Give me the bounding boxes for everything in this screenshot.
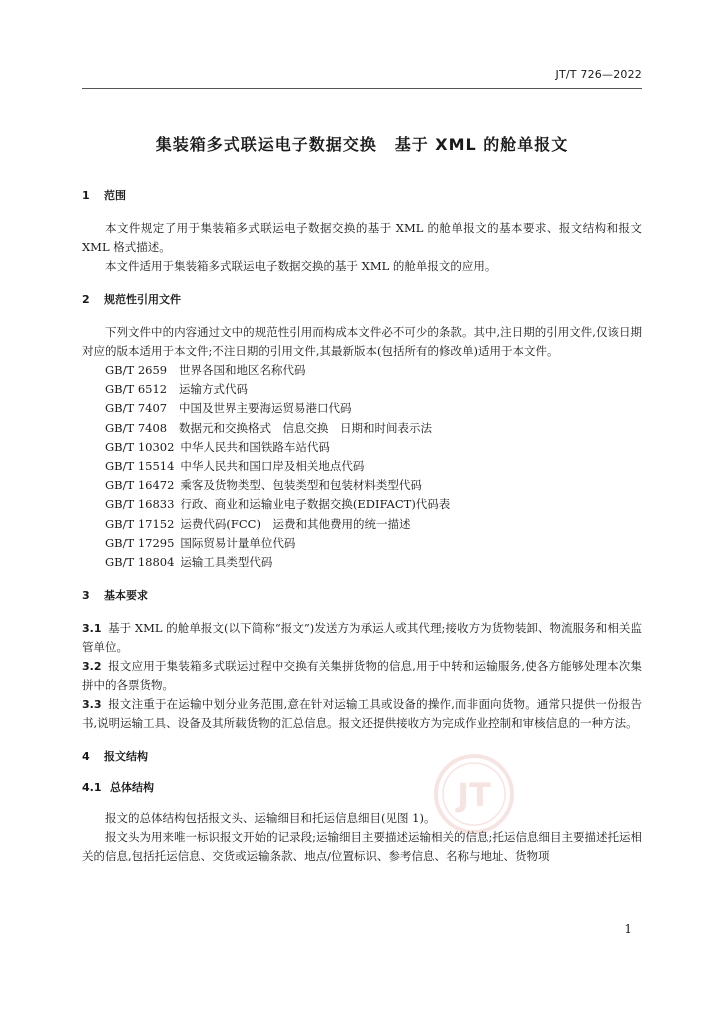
reference-code: GB/T 16833 <box>105 497 175 512</box>
reference-title: 运输方式代码 <box>179 382 248 397</box>
reference-code: GB/T 6512 <box>105 382 168 397</box>
reference-code: GB/T 2659 <box>105 363 168 377</box>
subsection-title: 总体结构 <box>110 781 154 795</box>
reference-title: 国际贸易计量单位代码 <box>180 535 296 550</box>
jt-watermark-logo <box>432 752 516 836</box>
reference-code: GB/T 17152 <box>105 516 175 531</box>
clause-number: 3.2 <box>82 660 102 674</box>
reference-item <box>105 438 642 457</box>
clause-text: 基于 XML 的舱单报文(以下简称“报文”)发送方为承运人或其代理;接收方为货物装卸、物流服务和相关监管单位。 <box>82 621 642 655</box>
reference-item <box>105 476 642 495</box>
section-1-paragraph-1: 本文件规定了用于集装箱多式联运电子数据交换的基于 XML 的舱单报文的基本要求、报文结构和报文 XML 格式描述。 <box>82 221 642 254</box>
clause-3-1 <box>82 619 642 657</box>
reference-title: 中华人民共和国口岸及相关地点代码 <box>180 459 365 474</box>
clause-3-3 <box>82 695 642 733</box>
section-title: 规范性引用文件 <box>104 293 181 306</box>
reference-item <box>105 457 642 476</box>
section-4-1-heading <box>82 778 642 797</box>
section-4-heading <box>82 747 642 766</box>
reference-code: GB/T 16472 <box>105 478 175 493</box>
section-title: 报文结构 <box>104 750 148 764</box>
page-number: 1 <box>624 922 632 936</box>
reference-title: 世界各国和地区名称代码 <box>179 363 306 377</box>
header-rule <box>82 88 642 89</box>
subsection-number: 4.1 <box>82 781 102 795</box>
section-number: 4 <box>82 750 90 764</box>
section-number: 1 <box>82 189 90 202</box>
reference-title: 运费代码(FCC) 运费和其他费用的统一描述 <box>180 516 411 531</box>
section-number: 3 <box>82 589 90 603</box>
reference-title: 数据元和交换格式 信息交换 日期和时间表示法 <box>179 420 432 435</box>
reference-item <box>105 534 642 553</box>
section-title: 范围 <box>104 189 126 202</box>
reference-code: GB/T 15514 <box>105 459 175 474</box>
clause-3-2 <box>82 657 642 695</box>
section-1-heading <box>82 186 642 205</box>
reference-code: GB/T 18804 <box>105 555 175 570</box>
section-title: 基本要求 <box>104 589 148 603</box>
reference-code: GB/T 10302 <box>105 439 175 454</box>
reference-item <box>105 380 642 399</box>
section-4-paragraph-1: 报文的总体结构包括报文头、运输细目和托运信息细目(见图 1)。 <box>105 811 436 826</box>
title-part-1: 集装箱多式联运电子数据交换 <box>155 135 377 154</box>
standard-code: JT/T 726—2022 <box>555 68 642 81</box>
reference-title: 中华人民共和国铁路车站代码 <box>180 439 330 454</box>
reference-item <box>105 361 642 380</box>
reference-code: GB/T 7408 <box>105 420 168 435</box>
section-number: 2 <box>82 293 90 306</box>
section-4-paragraph-2: 报文头为用来唯一标识报文开始的记录段;运输细目主要描述运输相关的信息;托运信息细目主要描述托运相关的信息,包括托运信息、交货或运输条款、地点/位置标识、参考信息、名称与地址、货物项 <box>82 830 642 864</box>
document-body <box>82 186 642 866</box>
svg-text:JT: JT <box>457 776 491 814</box>
section-1-paragraph-2: 本文件适用于集装箱多式联运电子数据交换的基于 XML 的舱单报文的应用。 <box>105 259 497 273</box>
reference-item <box>105 495 642 514</box>
section-2-heading <box>82 290 642 309</box>
clause-number: 3.3 <box>82 698 102 712</box>
section-3-heading <box>82 586 642 605</box>
reference-item <box>105 399 642 418</box>
clause-number: 3.1 <box>82 622 102 636</box>
clause-text: 报文应用于集装箱多式联运过程中交换有关集拼货物的信息,用于中转和运输服务,使各方能够处理本次集拼中的各票货物。 <box>82 659 642 693</box>
section-2-paragraph-1: 下列文件中的内容通过文中的规范性引用而构成本文件必不可少的条款。其中,注日期的引用文件,仅该日期对应的版本适用于本文件;不注日期的引用文件,其最新版本(包括所有的修改单)适用于本文件。 <box>82 325 642 358</box>
reference-title: 行政、商业和运输业电子数据交换(EDIFACT)代码表 <box>180 497 451 512</box>
reference-item <box>105 419 642 438</box>
normative-references-list <box>82 361 642 572</box>
clause-text: 报文注重于在运输中划分业务范围,意在针对运输工具或设备的操作,而非面向货物。通常只提供一份报告书,说明运输工具、设备及其所载货物的汇总信息。报文还提供接收方为完成作业控制和审核信息的一种方法。 <box>82 697 642 731</box>
reference-code: GB/T 7407 <box>105 401 168 416</box>
reference-item <box>105 553 642 572</box>
reference-title: 运输工具类型代码 <box>180 555 273 570</box>
title-part-2: 基于 XML 的舱单报文 <box>394 135 569 154</box>
document-title <box>0 132 724 155</box>
reference-title: 中国及世界主要海运贸易港口代码 <box>179 401 352 416</box>
reference-code: GB/T 17295 <box>105 535 175 550</box>
reference-title: 乘客及货物类型、包装类型和包装材料类型代码 <box>180 478 422 493</box>
reference-item <box>105 515 642 534</box>
